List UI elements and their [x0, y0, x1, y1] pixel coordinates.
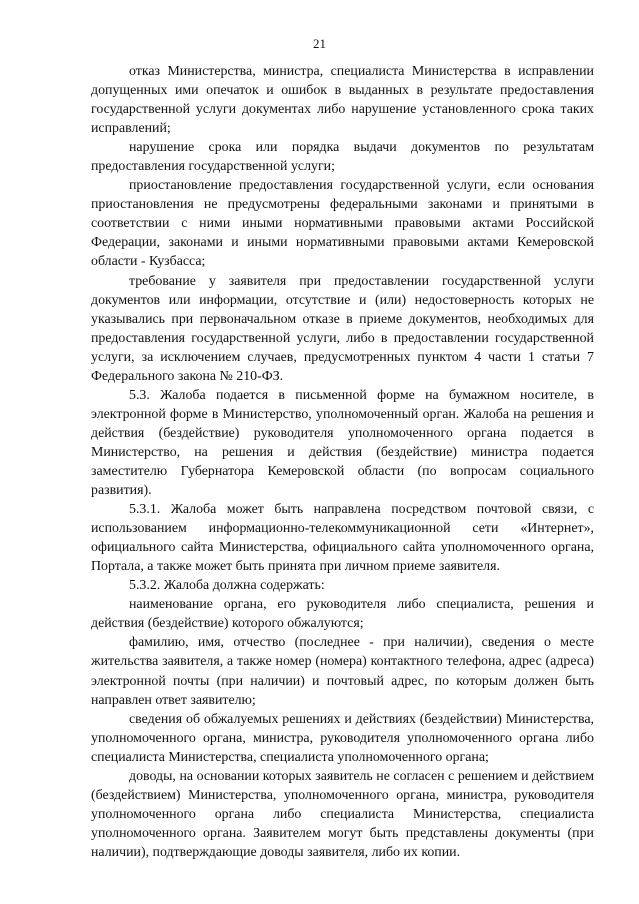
paragraph: 5.3.2. Жалоба должна содержать:: [129, 578, 325, 594]
paragraph: сведения об обжалуемых решениях и действиях (бездействии) Министерства, уполномоченного органа, министра, руководителя уполномоченного органа либо специалиста Министерства, специалиста уполномоченного органа;: [91, 711, 594, 765]
paragraph: фамилию, имя, отчество (последнее - при наличии), сведения о месте жительства заявителя, а также номер (номера) контактного телефона, адрес (адреса) электронной почты (при наличии) и почтовый адрес, по которым должен быть направлен ответ заявителю;: [91, 635, 594, 708]
document-body: [91, 62, 594, 862]
paragraph: нарушение срока или порядка выдачи документов по результатам предоставления государственной услуги;: [91, 140, 594, 175]
paragraph: 5.3.1. Жалоба может быть направлена посредством почтовой связи, с использованием информационно-телекоммуникационной сети «Интернет», официального сайта Министерства, официального сайта уполномоченного органа, Портала, а также может быть принята при личном приеме заявителя.: [91, 502, 594, 575]
paragraph: отказ Министерства, министра, специалиста Министерства в исправлении допущенных ими опечаток и ошибок в выданных в результате предоставления государственной услуги документах либо нарушение установленного срока таких исправлений;: [91, 64, 594, 137]
paragraph: требование у заявителя при предоставлении государственной услуги документов или информации, отсутствие и (или) недостоверность которых не указывались при первоначальном отказе в приеме документов, необходимых для предоставления государственной услуги, либо в предоставлении государственной услуги, за исключением случаев, предусмотренных пунктом 4 части 1 статьи 7 Федерального закона № 210-ФЗ.: [91, 273, 594, 384]
paragraph: доводы, на основании которых заявитель не согласен с решением и действием (бездействием) Министерства, уполномоченного органа, министра, руководителя уполномоченного органа либо специалиста Министерства, специалиста уполномоченного органа. Заявителем могут быть представлены документы (при наличии), подтверждающие доводы заявителя, либо их копии.: [91, 768, 594, 860]
page-number: 21: [313, 36, 326, 51]
paragraph: наименование органа, его руководителя либо специалиста, решения и действия (бездействие) которого обжалуются;: [91, 597, 594, 632]
paragraph: 5.3. Жалоба подается в письменной форме на бумажном носителе, в электронной форме в Министерство, уполномоченный орган. Жалоба на решения и действия (бездействие) руководителя уполномоченного органа подается в Министерство, на решения и действия (бездействие) министра подается заместителю Губернатора Кемеровской области (по вопросам социального развития).: [91, 387, 594, 499]
paragraph: приостановление предоставления государственной услуги, если основания приостановления не предусмотрены федеральными законами и принятыми в соответствии с ними иными нормативными правовыми актами Российской Федерации, законами и иными нормативными правовыми актами Кемеровской области - Кузбасса;: [91, 178, 594, 270]
